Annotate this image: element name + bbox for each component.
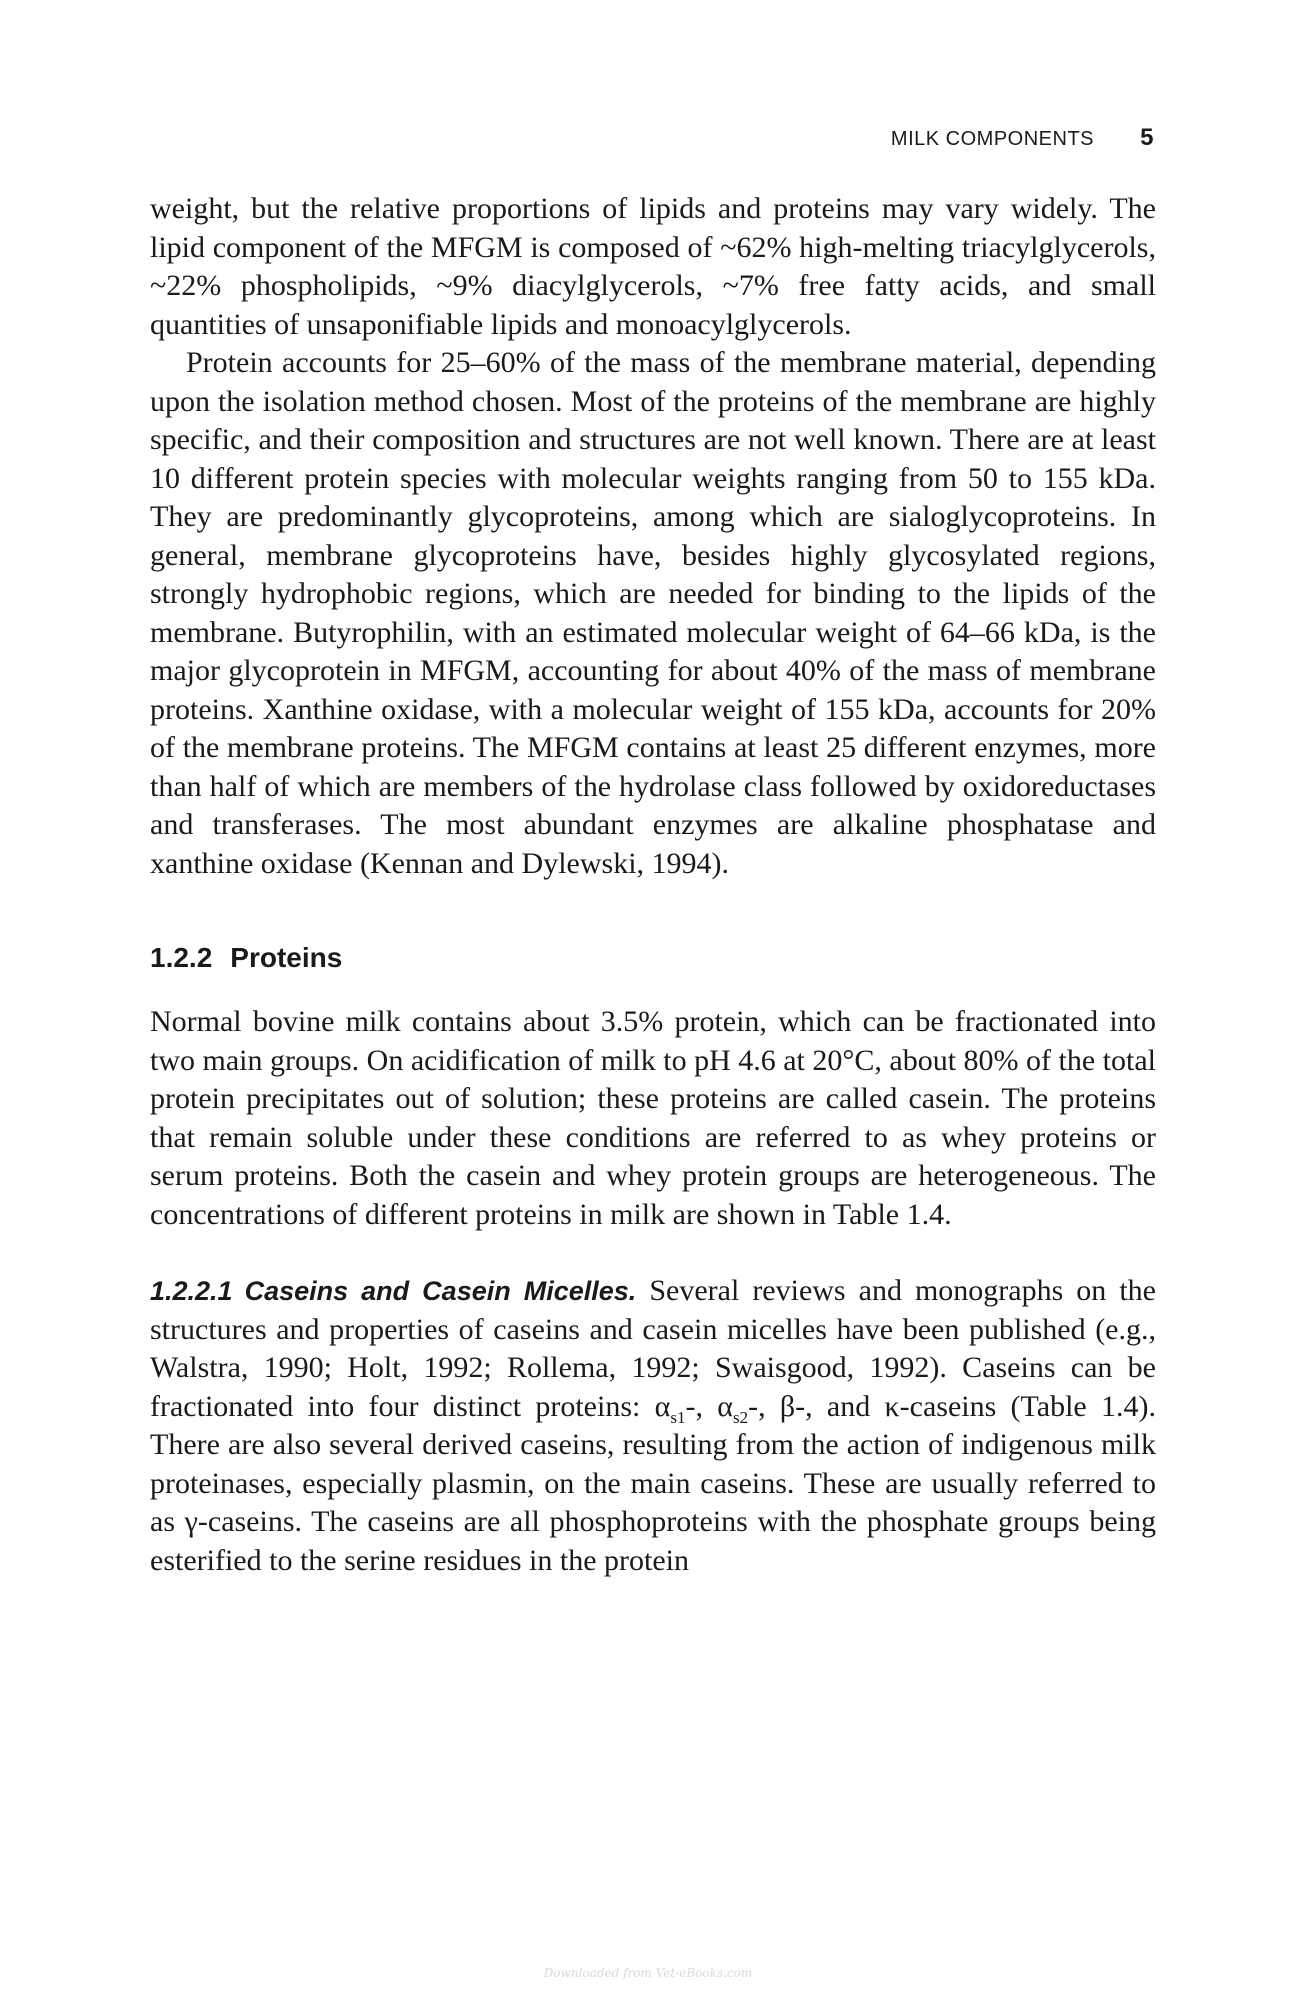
section-heading-proteins — [150, 941, 1156, 975]
section-title: Proteins — [230, 942, 343, 973]
paragraph-caseins — [150, 1272, 1156, 1580]
caseins-text-rest: β-, and κ-caseins (Table 1.4). There are also several derived caseins, resulting from the action of indigenous milk proteinases, especially plasmin, on the main caseins. These are usually referred to as γ-caseins. The caseins are all phosphoproteins with the phosphate groups being esterified to the serine residues in the protein — [150, 1389, 1157, 1577]
page-body — [150, 190, 1156, 1580]
alpha-s1-symbol: α — [654, 1389, 671, 1423]
alpha-s1-subscript: s1 — [670, 1407, 686, 1427]
subsection-title: Caseins and Casein Micelles. — [244, 1276, 637, 1306]
caseins-separator-2: -, — [748, 1389, 780, 1423]
alpha-s2-symbol: α — [717, 1389, 733, 1423]
download-watermark: Downloaded from Vet-eBooks.com — [543, 1966, 753, 1980]
subsection-heading-caseins — [150, 1276, 636, 1306]
running-head-title: MILK COMPONENTS — [890, 128, 1094, 150]
alpha-s2-subscript: s2 — [732, 1407, 749, 1427]
page-number: 5 — [1140, 124, 1154, 151]
caseins-separator-1: -, — [685, 1389, 718, 1423]
running-head — [150, 124, 1156, 160]
section-number: 1.2.2 — [150, 942, 213, 973]
paragraph-membrane-proteins: Protein accounts for 25–60% of the mass of the membrane material, depending upon the isolation method chosen. Most of the proteins of the membrane are highly specific, and their composition and structures are not well known. There are at least 10 different protein species with molecular weights ranging from 50 to 155 kDa. They are predominantly glycoproteins, among which are sialoglycoproteins. In general, membrane glycoproteins have, besides highly glycosylated regions, strongly hydrophobic regions, which are needed for binding to the lipids of the membrane. Butyrophilin, with an estimated molecular weight of 64–66 kDa, is the major glycoprotein in MFGM, accounting for about 40% of the mass of membrane proteins. Xanthine oxidase, with a molecular weight of 155 kDa, accounts for 20% of the membrane proteins. The MFGM contains at least 25 different enzymes, more than half of which are members of the hydrolase class followed by oxidoreductases and transferases. The most abundant enzymes are alkaline phosphatase and xanthine oxidase (Kennan and Dylewski, 1994). — [150, 346, 1156, 880]
subsection-number: 1.2.2.1 — [150, 1276, 233, 1306]
caseins-text-intro: Several reviews and monographs on the structures and properties of caseins and casein micelles have been published (e.g., Walstra, 1990; Holt, 1992; Rollema, 1992; Swaisgood, 1992). Caseins can be fractionated into four distinct proteins: — [150, 1274, 1156, 1423]
paragraph-bovine-milk-protein: Normal bovine milk contains about 3.5% protein, which can be fractionated into two main groups. On acidification of milk to pH 4.6 at 20°C, about 80% of the total protein precipitates out of solution; these proteins are called casein. The proteins that remain soluble under these conditions are referred to as whey proteins or serum proteins. Both the casein and whey protein groups are heterogeneous. The concentrations of different proteins in milk are shown in Table 1.4. — [150, 1005, 1156, 1231]
paragraph-mfgm-lipids: weight, but the relative proportions of lipids and proteins may vary widely. The lipid component of the MFGM is composed of ~62% high-melting triacylglycerols, ~22% phospholipids, ~9% diacylglycerols, ~7% free fatty acids, and small quantities of unsaponifiable lipids and monoacylglycerols. — [150, 192, 1156, 341]
